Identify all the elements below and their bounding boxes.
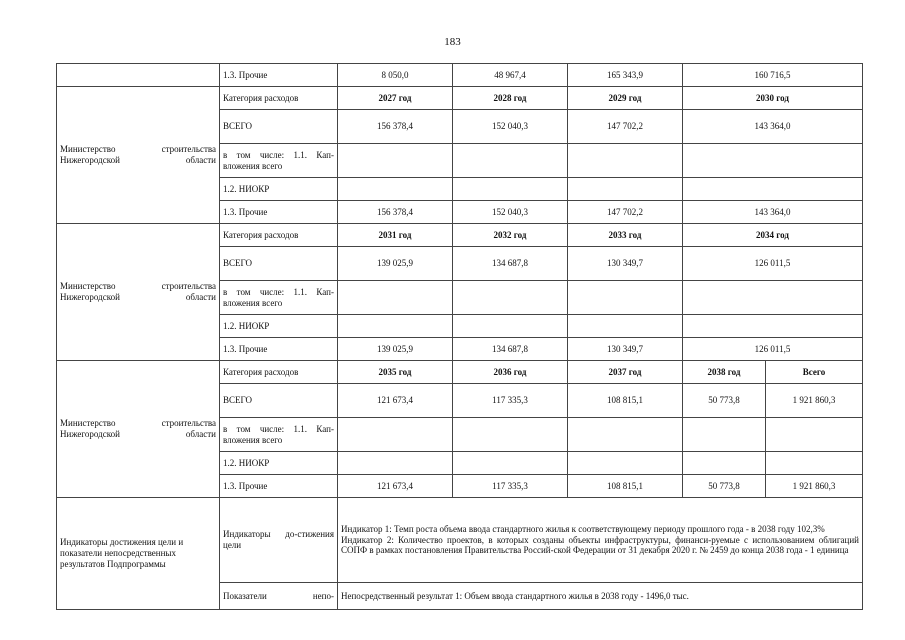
empty-cell [568, 178, 683, 201]
empty-cell [453, 452, 568, 475]
empty-cell [453, 178, 568, 201]
page-number: 183 [444, 36, 461, 48]
value-cell: 139 025,9 [338, 338, 453, 361]
capex-label: в том числе: 1.1. Кап-вложения всего [220, 144, 338, 178]
year-header: 2035 год [338, 361, 453, 384]
year-header: 2038 год [683, 361, 766, 384]
direct-results-header: Показатели непо- [220, 583, 338, 610]
empty-cell [568, 418, 683, 452]
value-cell: 160 716,5 [683, 64, 863, 87]
value-cell: 1 921 860,3 [766, 384, 863, 418]
empty-cell [453, 144, 568, 178]
empty-cell [568, 452, 683, 475]
empty-cell [683, 281, 863, 315]
value-cell: 1 921 860,3 [766, 475, 863, 498]
value-cell: 147 702,2 [568, 201, 683, 224]
table-row [57, 498, 863, 583]
value-cell: 130 349,7 [568, 338, 683, 361]
year-header: 2033 год [568, 224, 683, 247]
value-cell: 108 815,1 [568, 384, 683, 418]
org-name: Министерство строительства Нижегородской области [57, 361, 220, 498]
rnd-label: 1.2. НИОКР [220, 178, 338, 201]
total-label: ВСЕГО [220, 247, 338, 281]
year-header: 2029 год [568, 87, 683, 110]
value-cell: 143 364,0 [683, 110, 863, 144]
value-cell: 156 378,4 [338, 110, 453, 144]
value-cell: 152 040,3 [453, 201, 568, 224]
value-cell: 117 335,3 [453, 384, 568, 418]
value-cell: 134 687,8 [453, 247, 568, 281]
year-header: 2037 год [568, 361, 683, 384]
year-header: 2030 год [683, 87, 863, 110]
empty-cell [568, 281, 683, 315]
empty-cell [683, 315, 863, 338]
table-row [57, 361, 863, 384]
year-header: 2027 год [338, 87, 453, 110]
category-header: Категория расходов [220, 87, 338, 110]
value-cell: 121 673,4 [338, 475, 453, 498]
empty-cell [338, 178, 453, 201]
year-header: 2032 год [453, 224, 568, 247]
indicator-2: Индикатор 2: Количество проектов, в которых созданы объекты инфраструктуры, финанси-руемые с использованием облигаций СОПФ в рамках постановления Правительства Россий-ской Федерации от 31 декабря 2020 г. № 2459 до конца 2038 года - 1 единица [341, 534, 859, 556]
empty-cell [338, 452, 453, 475]
table-row [57, 224, 863, 247]
other-label: 1.3. Прочие [220, 475, 338, 498]
value-cell: 8 050,0 [338, 64, 453, 87]
empty-cell [453, 315, 568, 338]
value-cell: 108 815,1 [568, 475, 683, 498]
rnd-label: 1.2. НИОКР [220, 452, 338, 475]
empty-cell [766, 452, 863, 475]
capex-label: в том числе: 1.1. Кап-вложения всего [220, 281, 338, 315]
value-cell: 134 687,8 [453, 338, 568, 361]
empty-cell [766, 418, 863, 452]
value-cell: 126 011,5 [683, 247, 863, 281]
value-cell: 165 343,9 [568, 64, 683, 87]
category-header: Категория расходов [220, 224, 338, 247]
empty-cell [338, 144, 453, 178]
empty-cell [683, 178, 863, 201]
year-header: 2028 год [453, 87, 568, 110]
goal-indicators-text [338, 498, 863, 583]
empty-cell [683, 418, 766, 452]
empty-cell [453, 281, 568, 315]
value-cell: 121 673,4 [338, 384, 453, 418]
category-header: Категория расходов [220, 361, 338, 384]
year-header: 2034 год [683, 224, 863, 247]
empty-cell [453, 418, 568, 452]
empty-org-cell [57, 64, 220, 87]
total-header: Всего [766, 361, 863, 384]
year-header: 2036 год [453, 361, 568, 384]
total-label: ВСЕГО [220, 384, 338, 418]
value-cell: 48 967,4 [453, 64, 568, 87]
empty-cell [568, 144, 683, 178]
value-cell: 139 025,9 [338, 247, 453, 281]
value-cell: 50 773,8 [683, 475, 766, 498]
indicator-1: Индикатор 1: Темп роста объема ввода стандартного жилья к соответствующему периоду прошлого года - в 2038 году 102,3% [341, 523, 825, 534]
value-cell: 152 040,3 [453, 110, 568, 144]
total-label: ВСЕГО [220, 110, 338, 144]
year-header: 2031 год [338, 224, 453, 247]
empty-cell [683, 452, 766, 475]
direct-result-1: Непосредственный результат 1: Объем ввода стандартного жилья в 2038 году - 1496,0 тыс. [338, 583, 863, 610]
rnd-label: 1.2. НИОКР [220, 315, 338, 338]
other-label: 1.3. Прочие [220, 201, 338, 224]
value-cell: 143 364,0 [683, 201, 863, 224]
empty-cell [683, 144, 863, 178]
table-row [57, 87, 863, 110]
category-label: 1.3. Прочие [220, 64, 338, 87]
empty-cell [338, 281, 453, 315]
capex-label: в том числе: 1.1. Кап-вложения всего [220, 418, 338, 452]
value-cell: 50 773,8 [683, 384, 766, 418]
empty-cell [338, 418, 453, 452]
indicators-section-label: Индикаторы достижения цели и показатели непосредственных результатов Подпрограммы [57, 498, 220, 610]
budget-table [56, 63, 863, 610]
other-label: 1.3. Прочие [220, 338, 338, 361]
empty-cell [338, 315, 453, 338]
org-name: Министерство строительства Нижегородской области [57, 224, 220, 361]
empty-cell [568, 315, 683, 338]
value-cell: 117 335,3 [453, 475, 568, 498]
value-cell: 130 349,7 [568, 247, 683, 281]
goal-indicators-header: Индикаторы до-стижения цели [220, 498, 338, 583]
value-cell: 147 702,2 [568, 110, 683, 144]
org-name: Министерство строительства Нижегородской области [57, 87, 220, 224]
value-cell: 156 378,4 [338, 201, 453, 224]
table-row [57, 64, 863, 87]
value-cell: 126 011,5 [683, 338, 863, 361]
